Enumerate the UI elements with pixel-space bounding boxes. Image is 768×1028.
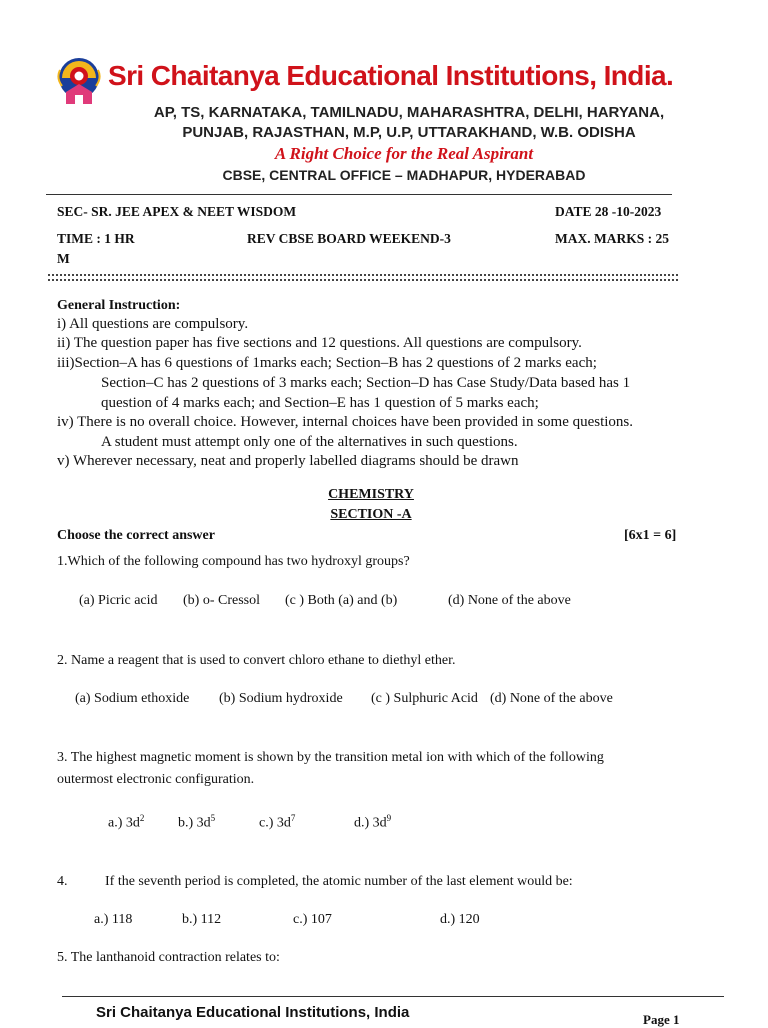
question-3-line-1: 3. The highest magnetic moment is shown by the transition metal ion with which of the following xyxy=(57,750,604,765)
dotted-divider xyxy=(48,279,678,281)
header-divider xyxy=(46,194,672,195)
page-number: Page 1 xyxy=(643,1012,680,1027)
instruction-line: question of 4 marks each; and Section–E has 1 question of 5 marks each; xyxy=(101,395,539,411)
q3-option-b: b.) $3d^5$ xyxy=(178,813,216,831)
q2-option-a: (a) Sodium ethoxide xyxy=(75,691,190,706)
office-address: CBSE, CENTRAL OFFICE – MADHAPUR, HYDERABAD xyxy=(222,167,586,183)
states-line-1: AP, TS, KARNATAKA, TAMILNADU, MAHARASHTRA, DELHI, HARYANA, xyxy=(153,104,665,121)
q3-option-a: a.) $3d^2$ xyxy=(108,813,145,831)
tagline: A Right Choice for the Real Aspirant xyxy=(274,144,534,163)
question-4: If the seventh period is completed, the atomic number of the last element would be: xyxy=(105,874,573,889)
q2-option-c: (c ) Sulphuric Acid xyxy=(371,691,478,706)
footer-institution: Sri Chaitanya Educational Institutions, India xyxy=(96,1004,410,1021)
exam-time-unit: M xyxy=(57,251,70,266)
footer-divider xyxy=(62,996,724,997)
max-marks: MAX. MARKS : 25 xyxy=(555,231,669,246)
instruction-line: v) Wherever necessary, neat and properly labelled diagrams should be drawn xyxy=(57,453,519,469)
institution-logo-icon xyxy=(56,56,102,108)
states-line-2: PUNJAB, RAJASTHAN, M.P, U.P, UTTARAKHAND, W.B. ODISHA xyxy=(182,124,636,141)
instruction-line: i) All questions are compulsory. xyxy=(57,316,249,332)
question-4-number: 4. xyxy=(57,874,68,889)
instruction-line: Section–C has 2 questions of 3 marks each; Section–D has Case Study/Data based has 1 xyxy=(101,375,631,391)
q2-option-d: (d) None of the above xyxy=(490,691,613,706)
q1-option-b: (b) o- Cressol xyxy=(183,593,260,608)
instruction-line: A student must attempt only one of the alternatives in such questions. xyxy=(101,434,518,450)
q3-option-c: c.) $3d^7$ xyxy=(259,813,296,831)
q4-option-b: b.) 112 xyxy=(182,912,222,927)
exam-section: SEC- SR. JEE APEX & NEET WISDOM xyxy=(57,204,297,219)
instruction-line: iii)Section–A has 6 questions of 1marks each; Section–B has 2 questions of 2 marks each; xyxy=(57,355,597,371)
instruction-line: iv) There is no overall choice. However, internal choices have been provided in some questions. xyxy=(57,414,634,430)
q1-option-d: (d) None of the above xyxy=(448,593,571,608)
question-2: 2. Name a reagent that is used to convert chloro ethane to diethyl ether. xyxy=(57,653,456,668)
exam-time: TIME : 1 HR xyxy=(57,231,135,246)
question-5: 5. The lanthanoid contraction relates to: xyxy=(57,950,280,965)
q1-option-a: (a) Picric acid xyxy=(79,593,158,608)
q4-option-a: a.) 118 xyxy=(94,912,133,927)
q4-option-d: d.) 120 xyxy=(440,912,480,927)
instruction-line: ii) The question paper has five sections and 12 questions. All questions are compulsory. xyxy=(57,335,582,351)
brand-name: Sri Chaitanya Educational Institutions, India. xyxy=(108,60,674,91)
question-1: 1.Which of the following compound has two hydroxyl groups? xyxy=(57,554,410,569)
dotted-divider xyxy=(48,274,678,276)
exam-date: DATE 28 -10-2023 xyxy=(555,204,662,219)
section-instruction: Choose the correct answer xyxy=(57,528,215,543)
q1-option-c: (c ) Both (a) and (b) xyxy=(285,593,398,608)
section-title: SECTION -A xyxy=(330,507,412,522)
q4-option-c: c.) 107 xyxy=(293,912,332,927)
subject-title: CHEMISTRY xyxy=(328,487,414,502)
test-name: REV CBSE BOARD WEEKEND-3 xyxy=(247,231,451,246)
instructions-title: General Instruction: xyxy=(57,298,181,313)
q3-option-d: d.) $3d^9$ xyxy=(354,813,392,831)
q2-option-b: (b) Sodium hydroxide xyxy=(219,691,343,706)
section-marks: [6x1 = 6] xyxy=(624,528,677,543)
question-3-line-2: outermost electronic configuration. xyxy=(57,772,255,787)
